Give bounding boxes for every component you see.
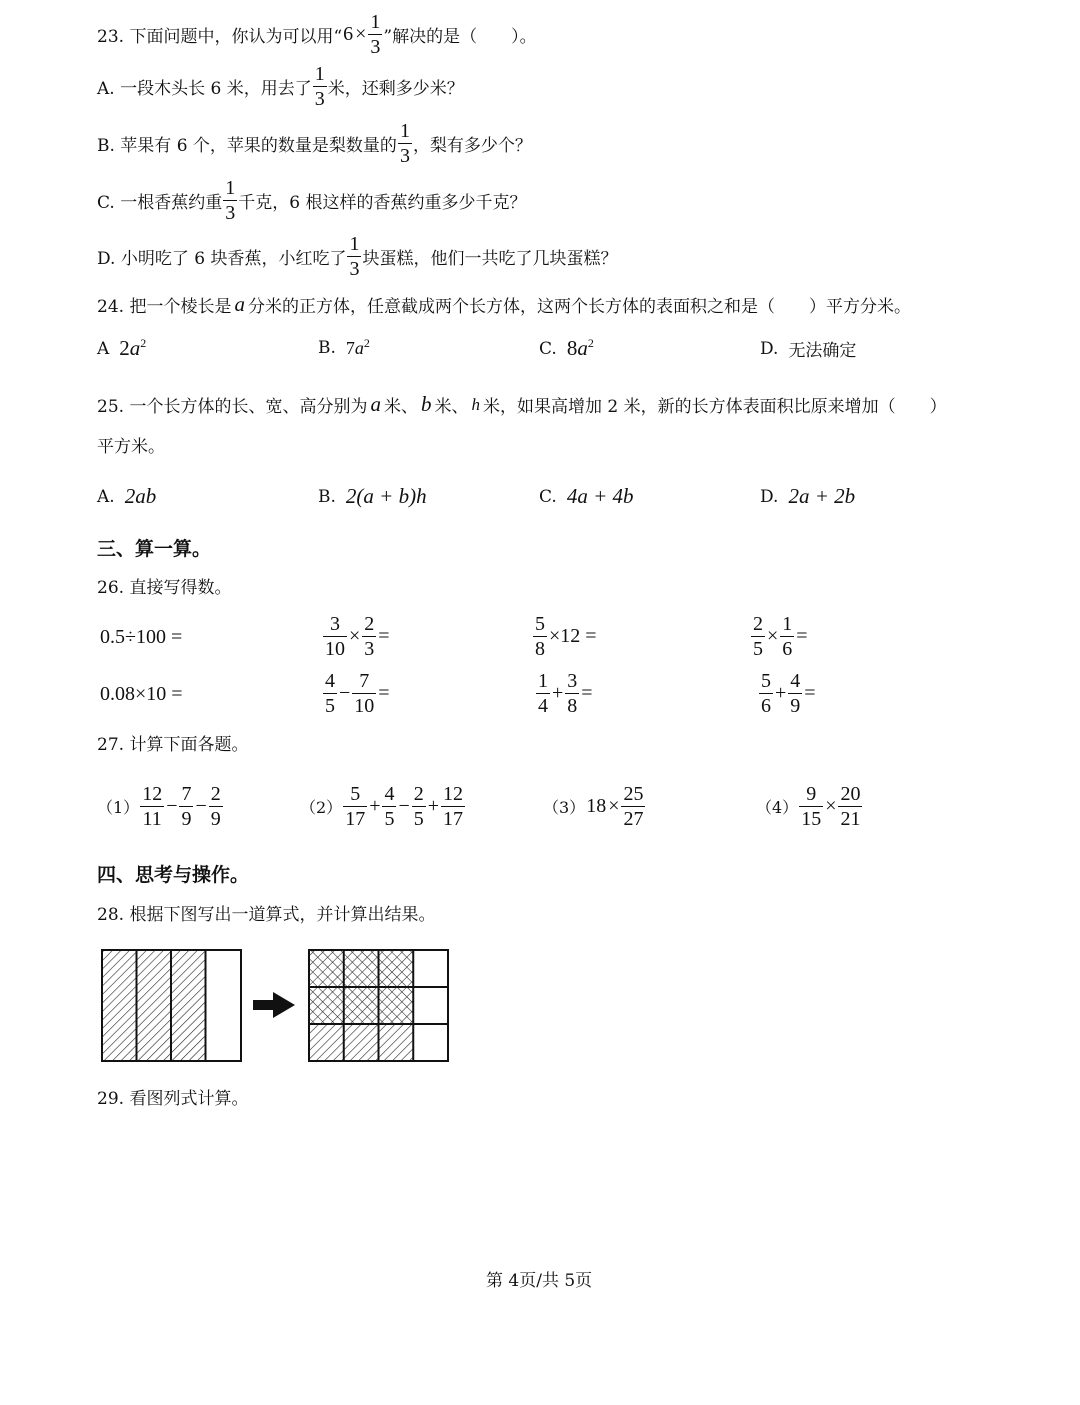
q25-option-b: B. 2(a + b)h [318,484,427,508]
q23-expr-whole: 6 [343,23,354,45]
q26-item-6: $\frac{4}{5}$ − $\frac{7}{10}$ = [325,670,390,717]
q28-right-rectangle [309,950,448,1061]
q27-problem-3: （3） 18 × $\frac{25}{27}$ [543,783,644,830]
q23-c-fraction: $\frac{1}{3}$ [225,177,236,224]
q28-title: 28. 根据下图写出一道算式，并计算出结果。 [97,905,436,925]
q24-option-c: C. $8a^2$ [539,336,594,360]
q24-stem: 24. 把一个棱长是 a 分米的正方体，任意截成两个长方体，这两个长方体的表面积之和是（ ）平方分米。 [97,292,911,317]
q25-stem: 25. 一个长方体的长、宽、高分别为 a 米、 b 米、 h 米，如果高增加 2 米，新的长方体表面积比原来增加（ ） [97,392,947,417]
q28-figure [95,942,455,1067]
page-footer: 第 4页/共 5页 [486,1271,593,1291]
q28-left-rectangle [102,950,241,1061]
q23-stem [97,10,537,59]
q25-option-d: D. 2a + 2b [760,484,856,508]
q24-option-b: B. $7a^2$ [318,336,370,358]
q26-item-3: $\frac{5}{8}$ ×12 = [535,613,597,660]
q25-option-c: C. 4a + 4b [539,484,634,508]
section-3-title: 三、算一算。 [97,538,212,560]
q23-option-b: B. 苹果有 6 个，苹果的数量是梨数量的 $\frac{1}{3}$ ，梨有多少个？ [97,120,532,167]
q26-item-5: 0.08×10 = [100,683,183,705]
q26-item-4: $\frac{2}{5}$ × $\frac{1}{6}$ = [753,613,808,660]
q23-option-d: D. 小明吃了 6 块香蕉，小红吃了 $\frac{1}{3}$ 块蛋糕，他们一共吃了几块蛋糕？ [97,233,618,280]
q25-stem-line2: 平方米。 [97,437,165,457]
q23-option-a: A. 一段木头长 6 米，用去了 $\frac{1}{3}$ 米，还剩多少米？ [97,63,464,110]
q29-title: 29. 看图列式计算。 [97,1089,249,1109]
arrow-right-icon [253,992,295,1018]
q24-var-a: a [234,292,245,316]
q25-option-a: A. 2ab [97,484,157,508]
q23-stem-suffix: ”解决的是（ ）。 [383,27,537,47]
q23-b-fraction: $\frac{1}{3}$ [399,120,410,167]
q24-option-a: A $2a^2$ [97,336,147,360]
q23-stem-prefix: 23. 下面问题中，你认为可以用“ [97,27,343,47]
q23-d-fraction: $\frac{1}{3}$ [349,233,360,280]
q23-expr-op: × [355,23,367,45]
q27-title: 27. 计算下面各题。 [97,735,249,755]
q27-problem-2: （2） $\frac{5}{17}$ + $\frac{4}{5}$ − $\frac{2}{5}$ + $\frac{12}{17}$ [300,783,464,830]
q23-a-fraction: $\frac{1}{3}$ [314,63,325,110]
q26-item-8: $\frac{5}{6}$ + $\frac{4}{9}$ = [761,670,816,717]
q26-item-7: $\frac{1}{4}$ + $\frac{3}{8}$ = [538,670,593,717]
q26-item-1: 0.5÷100 = [100,626,183,648]
q23-expr-fraction: $\frac{1}{3}$ [370,11,381,58]
q24-option-d: D. 无法确定 [760,338,857,361]
section-4-title: 四、思考与操作。 [97,864,250,886]
q27-problem-1: （1） $\frac{12}{11}$ − $\frac{7}{9}$ − $\frac{2}{9}$ [97,783,221,830]
q26-item-2: $\frac{3}{10}$ × $\frac{2}{3}$ = [325,613,390,660]
q23-option-c: C. 一根香蕉约重 $\frac{1}{3}$ 千克，6 根这样的香蕉约重多少千克？ [97,177,527,224]
q26-title: 26. 直接写得数。 [97,578,232,598]
q27-problem-4: （4） $\frac{9}{15}$ × $\frac{20}{21}$ [756,783,861,830]
